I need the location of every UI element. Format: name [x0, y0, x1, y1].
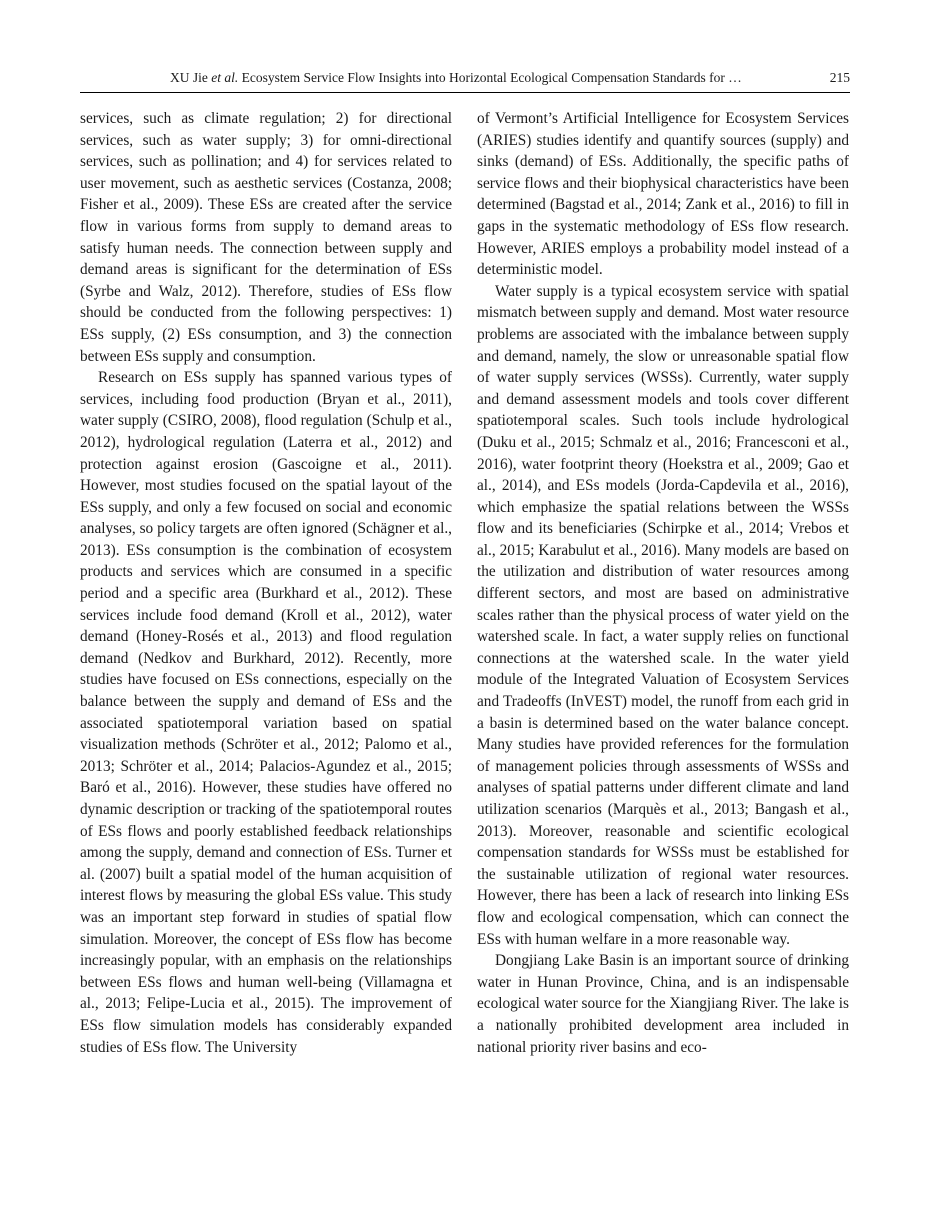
header-title: Ecosystem Service Flow Insights into Horizontal Ecological Compensation Standards for …: [238, 70, 742, 85]
paragraph: Dongjiang Lake Basin is an important source of drinking water in Hunan Province, China, and is an indispensable ecological water source for the Xiangjiang River. The lake is a nationally prohibited development area included in national priority river basins and eco-: [477, 952, 849, 1056]
left-column: [80, 108, 452, 1058]
running-header: [80, 62, 850, 93]
paragraph: of Vermont’s Artificial Intelligence for Ecosystem Services (ARIES) studies identify and quantify sources (supply) and sinks (demand) of ESs. Additionally, the specific paths of service flows and their biophysical characteristics have been determined (Bagstad et al., 2014; Zank et al., 2016) to fill in gaps in the systematic methodology of ESs flow research. However, ARIES employs a probability model instead of a deterministic model.: [477, 110, 849, 279]
right-column: [477, 108, 849, 1058]
paragraph: Research on ESs supply has spanned various types of services, including food production (Bryan et al., 2011), water supply (CSIRO, 2008), flood regulation (Schulp et al., 2012), hydrological regulation (Laterra et al., 2012) and protection against erosion (Gascoigne et al., 2011). However, most studies focused on the spatial layout of the ESs supply, and only a few focused on social and economic analyses, so policy targets are often ignored (Schägner et al., 2013). ESs consumption is the combination of ecosystem products and services which are consumed in a specific period and a specific area (Burkhard et al., 2012). These services include food demand (Kroll et al., 2012), water demand (Honey-Rosés et al., 2013) and flood regulation demand (Nedkov and Burkhard, 2012). Recently, more studies have focused on ESs connections, especially on the balance between the supply and demand of ESs and the associated spatiotemporal variation based on spatial visualization methods (Schröter et al., 2012; Palomo et al., 2013; Schröter et al., 2014; Palacios-Agundez et al., 2015; Baró et al., 2016). However, these studies have offered no dynamic description or tracking of the spatiotemporal routes of ESs flows and poorly established feedback relationships among the supply, demand and connection of ESs. Turner et al. (2007) built a spatial model of the human acquisition of interest flows by measuring the global ESs value. This study was an important step forward in studies of spatial flow simulation. Moreover, the concept of ESs flow has become increasingly popular, with an emphasis on the relationships between ESs flows and human well-being (Villamagna et al., 2013; Felipe-Lucia et al., 2015). The improvement of ESs flow simulation models has considerably expanded studies of ESs flow. The University: [80, 369, 452, 1056]
header-author-etal: et al.: [211, 70, 239, 85]
paragraph: Water supply is a typical ecosystem service with spatial mismatch between supply and demand. Most water resource problems are associated with the imbalance between supply and demand, namely, the slow or unreasonable spatial flow of water supply services (WSSs). Currently, water supply and demand assessment models and tools cover different spatiotemporal scales. Such tools include hydrological (Duku et al., 2015; Schmalz et al., 2016; Francesconi et al., 2016), water footprint theory (Hoekstra et al., 2009; Gao et al., 2014), and ESs models (Jorda-Capdevila et al., 2016), which emphasize the spatial relations between the WSSs flow and its beneficiaries (Schirpke et al., 2014; Vrebos et al., 2015; Karabulut et al., 2016). Many models are based on the utilization and distribution of water resources among different sectors, and most are based on administrative scales rather than the physical process of water yield on the watershed scale. In fact, a water supply relies on functional connections at the watershed scale. In the water yield module of the Integrated Valuation of Ecosystem Services and Tradeoffs (InVEST) model, the runoff from each grid in a basin is determined based on the water balance concept. Many studies have provided references for the formulation of management policies through assessments of WSSs and analyses of spatial patterns under different climate and land utilization scenarios (Marquès et al., 2013; Bangash et al., 2013). Moreover, reasonable and scientific ecological compensation standards for WSSs must be established for the sustainable utilization of regional water resources. However, there has been a lack of research into linking ESs flow and ecological compensation, which can connect the ESs with human welfare in a more reasonable way.: [477, 282, 849, 948]
paragraph: services, such as climate regulation; 2) for directional services, such as water supply; 3) for omni-directional services, such as pollination; and 4) for services related to user movement, such as aesthetic services (Costanza, 2008; Fisher et al., 2009). These ESs are created after the service flow in various forms from supply to demand areas to satisfy human needs. The connection between supply and demand areas is significant for the determination of ESs (Syrbe and Walz, 2012). Therefore, studies of ESs flow should be conducted from the following perspectives: 1) ESs supply, (2) ESs consumption, and 3) the connection between ESs supply and consumption.: [80, 110, 452, 365]
header-author: XU Jie: [170, 70, 212, 85]
running-title: [170, 70, 742, 86]
page-number: 215: [829, 70, 850, 85]
